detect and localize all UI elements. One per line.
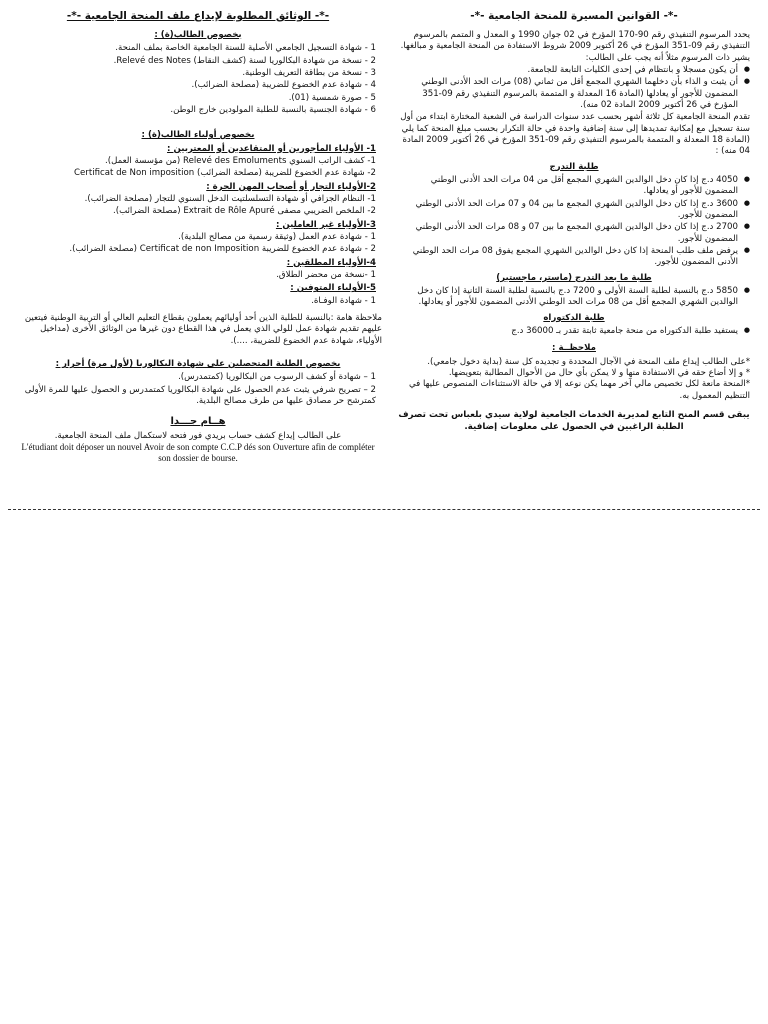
student-doc-item: 4 - شهادة عدم الخضوع للضريبة (مصلحة الضرائب). <box>191 80 376 91</box>
student-doc-item: 5 - صورة شمسية (01). <box>288 92 376 103</box>
parents-deceased-list <box>14 296 382 307</box>
bac-doc-item: 1 – شهادة أو كشف الرسوب من البكالوريا (كمتمدرس). <box>178 372 376 383</box>
parents-heading: بخصوص أولياء الطالب(ة) : <box>141 130 255 141</box>
phd-heading: طلبة الدكتوراه <box>543 312 605 323</box>
parents-salaried-list <box>14 156 382 180</box>
grad-item: ● 2700 د.ج إذا كان دخل الوالدين الشهري المجمع ما بين 07 و 08 مرات الحد الأدنى الوطني المضمون للأجور. <box>398 222 750 245</box>
important-note: ملاحظة هامة :بالنسبة للطلبة الذين أحد أوليائهم يعملون بقطاع التعليم العالي أو التربية الوطنية فيتعين عليهم تقديم شهادة عمل للولي الذي يعمل في هذا القطاع دون غيرها من الوثائق الأخرى (مداخيل الأولياء، شهادة عدم الخضوع للضريبة، ....). <box>24 313 382 346</box>
dashed-cut-line <box>8 509 760 510</box>
left-column <box>14 10 382 465</box>
parent-doc-item: 1 - شهادة الوفـاة. <box>311 295 376 306</box>
allocation-paragraph: تقدم المنحة الجامعية كل ثلاثة أشهر بحسب عدد سنوات الدراسة في الشعبة المختارة ابتداء من أول سنة تسجيل مع إمكانية تمديدها إلى سنة إضافية واحدة في حالة التكرار بحسب مبلغ المنحة كما يلي (المادة 18 المعدلة و المتممة بالمرسوم التنفيذي رقم 09-351 المؤرخ في 26 أكتوبر 2009 المادة 04 منه) : <box>400 112 750 157</box>
bac-free-heading: بخصوص الطلبة المتحصلين على شهادة البكالوريا (لأول مرة) أحرار : <box>55 359 341 370</box>
parents-unemployed-heading: 3-الأولياء غير العاملين : <box>275 219 376 230</box>
note-item: *على الطالب إيداع ملف المنحة في الآجال المحددة و تجديده كل سنة (بداية دخول جامعي). <box>427 356 750 367</box>
left-title: -*- الوثائق المطلوبة لإيداع ملف المنحة الجامعية -*- <box>66 10 330 22</box>
student-doc-item: 6 - شهادة الجنسية بالنسبة للطلبة المولودين خارج الوطن. <box>170 104 376 115</box>
parents-unemployed-list <box>14 232 382 256</box>
grad-list <box>398 175 750 269</box>
intro-paragraph: يحدد المرسوم التنفيذي رقم 90-170 المؤرخ في 02 جوان 1990 و المعدل و المتمم بالمرسوم التنفيذي رقم 09-351 المؤرخ في 26 أكتوبر 2009 شروط الاستفادة من المنحة الجامعية و مبالغها. <box>400 29 750 52</box>
parent-doc-item: 1- كشف الراتب السنوي Relevé des Emoluments (من مؤسسة العمل). <box>105 155 376 166</box>
bac-free-list <box>14 372 382 407</box>
condition-item: ● أن يكون مسجلا و بانتظام في إحدى الكليات التابعة للجامعة. <box>398 65 750 76</box>
phd-item: ● يستفيد طلبة الدكتوراه من منحة جامعية ثابتة تقدر بـ 36000 د.ج <box>398 326 750 337</box>
scholarship-office-note: يبقى قسم المنح التابع لمديرية الخدمات الجامعية لولاية سيدي بلعباس تحت تصرف الطلبة الراغبين في الحصول على معلومات إضافية. <box>398 410 750 432</box>
parent-doc-item: 2- شهادة عدم الخضوع للضريبة (مصلحة الضرائب) Certificat de Non imposition <box>74 168 376 179</box>
parents-divorced-heading: 4-الأولياء المطلقين : <box>286 257 376 268</box>
parents-salaried-heading: 1- الأولياء المأجورين أو المتقاعدين أو المعتربين : <box>167 143 376 154</box>
grad-heading: طلبة التدرج <box>549 161 599 172</box>
ccp-note-french: L'étudiant doit déposer un nouvel Avoir de son compte C.C.P dés son Ouverture afin de compléter son dossier de bourse. <box>21 442 375 464</box>
student-doc-item: 3 - نسخة من بطاقة التعريف الوطنية. <box>242 67 376 78</box>
bac-doc-item: 2 – تصريح شرفي يثبت عدم الحصول على شهادة البكالوريا كمتمدرس و الحصول عليها للمرة الأولى كمترشح حر مصادق عليها من طرف مصالح البلدية. <box>24 384 376 407</box>
parents-deceased-heading: 5-الأولياء المتوفين : <box>290 283 376 294</box>
ccp-note-arabic: على الطالب إيداع كشف حساب بريدي فور فتحه لاستكمال ملف المنحة الجامعية. <box>54 430 342 441</box>
student-doc-item: 1 - شهادة التسجيل الجامعي الأصلية للسنة الجامعية الخاصة بملف المنحة. <box>115 43 376 54</box>
grad-item: ● يرفض ملف طلب المنحة إذا كان دخل الوالدين الشهري المجمع يفوق 08 مرات الحد الوطني الأدنى المضمون للأجور. <box>398 246 750 269</box>
condition-item: ● أن يثبت و الذاء بأن دخلهما الشهري المجمع أقل من ثماني (08) مرات الحد الأدنى الوطني المضمون للأجور أو يعادلها (المادة 16 المعدلة و المتممة بالمرسوم التنفيذي رقم 09-351 المؤرخ في 26 أكتوبر 2009 المادة 02 منه). <box>398 77 750 111</box>
parent-doc-item: 1 -نسخة من محضر الطلاق. <box>276 270 376 281</box>
intro-paragraph-2: يشير ذات المرسوم مثلاً أنه يجب على الطالب: <box>585 52 750 63</box>
parent-doc-item: 1 - شهادة عدم العمل (وثيقة رسمية من مصالح البلدية). <box>178 232 376 243</box>
parents-merchants-list <box>14 194 382 218</box>
parent-doc-item: 1- النظام الجزافي أو شهادة التسلسلتيت الدخل السنوي للتجار (مصلحة الضرائب). <box>84 193 376 204</box>
parent-doc-item: 2- الملخص الضريبي مصفى Extrait de Rôle Apuré (مصلحة الضرائب). <box>113 206 376 217</box>
conditions-list <box>398 65 750 111</box>
students-docs-list <box>14 43 382 116</box>
parent-doc-item: 2 - شهادة عدم الخضوع للضريبة Certificat de non Imposition (مصلحة الضرائب). <box>69 244 376 255</box>
note-item: * و إلا أضاع حقه في الاستفادة منها و لا يمكن بأي حال من الأحوال المطالبة بتعويضها. <box>448 368 750 379</box>
parents-divorced-list <box>14 270 382 281</box>
right-column <box>398 10 750 433</box>
grad-item: ● 3600 د.ج إذا كان دخل الوالدين الشهري المجمع ما بين 04 و 07 مرات الحد الأدنى الوطني المضمون للأجور. <box>398 199 750 222</box>
phd-list <box>398 326 750 337</box>
note-heading: ملاحظــة : <box>552 343 596 354</box>
very-important-heading: هــام جـــدا <box>170 416 226 428</box>
post-grad-list <box>398 286 750 309</box>
student-doc-item: 2 - نسخة من شهادة البكالوريا لسنة (كشف النقاط) Relevé des Notes. <box>113 55 376 66</box>
note-item: *المنحة مانعة لكل تخصيص مالي آخر مهما يكن نوعه إلا في حالة الاستثناءات المنصوص عليها في التنظيم المعمول به. <box>409 379 750 401</box>
students-heading: بخصوص الطالب(ة) : <box>154 29 242 40</box>
parents-merchants-heading: 2-الأولياء التجار أو أصحاب المهن الحرة : <box>206 181 376 192</box>
right-title: -*- القوانين المسيرة للمنحة الجامعية -*- <box>470 10 678 22</box>
post-grad-item: ● 5850 د.ج بالنسبة لطلبة السنة الأولى و 7200 د.ج بالنسبة لطلبة السنة الثانية إذا كان دخل الوالدين الشهري المجمع أقل من 08 مرات الحد الوطني الأدنى المضمون للأجور أو يعادلها. <box>398 286 750 309</box>
post-grad-heading: طلبة ما بعد التدرج (ماستر، ماجستير) <box>496 272 652 283</box>
grad-item: ● 4050 د.ج إذا كان دخل الوالدين الشهري المجمع أقل من 04 مرات الحد الأدنى الوطني المضمون للأجور أو يعادلها. <box>398 175 750 198</box>
